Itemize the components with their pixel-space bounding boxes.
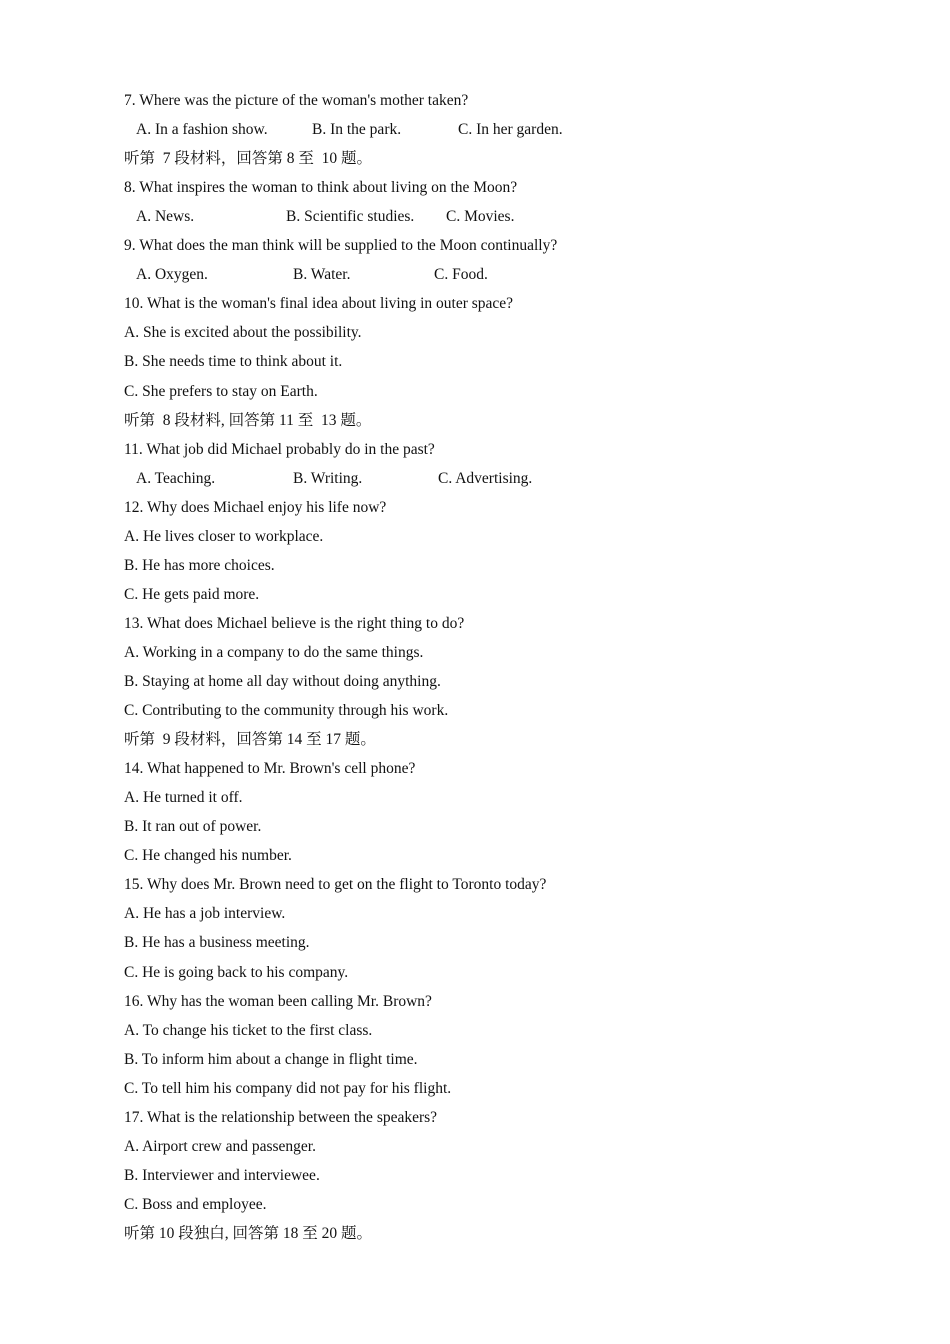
question-text: 12. Why does Michael enjoy his life now? <box>124 499 387 516</box>
answer-option: C. Boss and employee. <box>124 1196 267 1213</box>
question-text: 9. What does the man think will be supplied to the Moon continually? <box>124 237 558 254</box>
option-c: C. In her garden. <box>458 121 563 138</box>
answer-option: C. He is going back to his company. <box>124 964 349 981</box>
answer-option: B. He has more choices. <box>124 557 275 574</box>
question-text: 16. Why has the woman been calling Mr. Brown? <box>124 993 432 1010</box>
answer-option: A. Working in a company to do the same things. <box>124 644 424 661</box>
answer-option: C. He changed his number. <box>124 847 292 864</box>
answer-option: A. Airport crew and passenger. <box>124 1138 316 1155</box>
answer-option: B. Interviewer and interviewee. <box>124 1167 320 1184</box>
question-text: 8. What inspires the woman to think about living on the Moon? <box>124 179 518 196</box>
section-instruction: 听第 9 段材料，回答第 14 至 17 题。 <box>124 731 376 748</box>
option-b: B. Scientific studies. <box>286 208 415 225</box>
answer-option: C. To tell him his company did not pay for his flight. <box>124 1080 452 1097</box>
answer-option: C. He gets paid more. <box>124 586 260 603</box>
question-text: 14. What happened to Mr. Brown's cell phone? <box>124 760 416 777</box>
option-b: B. Writing. <box>293 470 363 487</box>
option-a: A. Teaching. <box>136 470 216 487</box>
question-text: 7. Where was the picture of the woman's mother taken? <box>124 92 469 109</box>
option-a: A. In a fashion show. <box>136 121 268 138</box>
option-b: B. In the park. <box>312 121 402 138</box>
question-text: 10. What is the woman's final idea about living in outer space? <box>124 295 514 312</box>
option-a: A. News. <box>136 208 195 225</box>
section-instruction: 听第 8 段材料, 回答第 11 至 13 题。 <box>124 412 372 429</box>
answer-option: A. He turned it off. <box>124 789 243 806</box>
answer-option: B. To inform him about a change in flight time. <box>124 1051 418 1068</box>
option-c: C. Advertising. <box>438 470 533 487</box>
answer-option: A. He has a job interview. <box>124 905 286 922</box>
question-text: 15. Why does Mr. Brown need to get on the flight to Toronto today? <box>124 876 547 893</box>
question-text: 11. What job did Michael probably do in the past? <box>124 441 435 458</box>
answer-option: C. Contributing to the community through his work. <box>124 702 449 719</box>
question-text: 17. What is the relationship between the speakers? <box>124 1109 438 1126</box>
option-b: B. Water. <box>293 266 351 283</box>
answer-option: B. She needs time to think about it. <box>124 353 343 370</box>
section-instruction: 听第 7 段材料，回答第 8 至 10 题。 <box>124 150 373 167</box>
answer-option: A. She is excited about the possibility. <box>124 324 362 341</box>
question-text: 13. What does Michael believe is the right thing to do? <box>124 615 465 632</box>
answer-option: B. Staying at home all day without doing anything. <box>124 673 441 690</box>
option-c: C. Movies. <box>446 208 515 225</box>
answer-option: B. It ran out of power. <box>124 818 262 835</box>
answer-option: A. To change his ticket to the first class. <box>124 1022 373 1039</box>
option-c: C. Food. <box>434 266 488 283</box>
section-instruction: 听第 10 段独白, 回答第 18 至 20 题。 <box>124 1225 373 1242</box>
option-a: A. Oxygen. <box>136 266 208 283</box>
answer-option: B. He has a business meeting. <box>124 934 310 951</box>
answer-option: A. He lives closer to workplace. <box>124 528 324 545</box>
answer-option: C. She prefers to stay on Earth. <box>124 383 318 400</box>
